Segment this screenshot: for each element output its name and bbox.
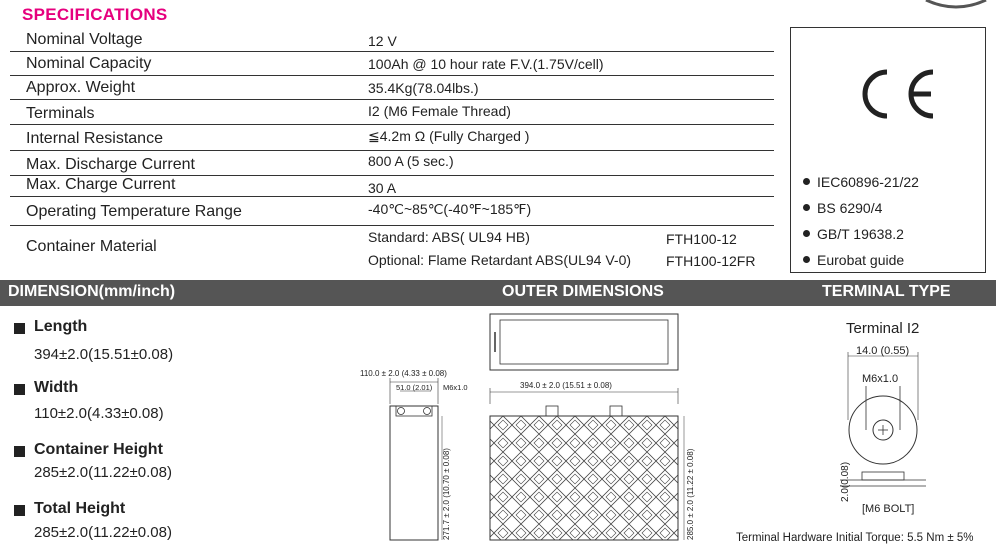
spec-label: Internal Resistance <box>26 130 163 147</box>
spec-row-terminals <box>10 100 774 125</box>
spec-value: 800 A (5 sec.) <box>368 153 454 169</box>
certification-box <box>790 27 986 273</box>
bullet-icon <box>803 256 810 263</box>
square-bullet-icon <box>14 446 25 457</box>
spec-value: 100Ah @ 10 hour rate F.V.(1.75V/cell) <box>368 56 604 72</box>
cert-item <box>803 174 919 190</box>
spec-value: ≦4.2m Ω (Fully Charged ) <box>368 128 530 144</box>
logo-corner-graphic <box>916 0 996 12</box>
side-height-label: 271.7 ± 2.0 (10.70 ± 0.08) <box>442 448 451 540</box>
bullet-icon <box>803 230 810 237</box>
cert-item-label: GB/T 19638.2 <box>817 226 904 242</box>
bullet-icon <box>803 178 810 185</box>
outer-dimensions-title: OUTER DIMENSIONS <box>502 283 664 300</box>
terminal-thread-label: M6x1.0 <box>862 373 899 385</box>
cert-item-label: BS 6290/4 <box>817 200 883 216</box>
spec-label: Terminals <box>26 105 95 122</box>
width-dimension-label: 110.0 ± 2.0 (4.33 ± 0.08) <box>360 369 447 378</box>
spec-label: Approx. Weight <box>26 79 136 96</box>
spec-value: -40℃~85℃(-40℉~185℉) <box>368 201 532 217</box>
spec-label: Nominal Voltage <box>26 31 143 48</box>
thread-label: M6x1.0 <box>443 383 468 392</box>
front-view <box>490 388 695 540</box>
terminal-type-title: TERMINAL TYPE <box>822 283 951 300</box>
spec-value: 12 V <box>368 33 397 49</box>
spec-row-internal-resistance <box>10 125 774 151</box>
dimension-value-width: 110±2.0(4.33±0.08) <box>34 405 164 422</box>
spec-row-nominal-voltage <box>10 28 774 52</box>
cert-item <box>803 252 904 268</box>
spec-label: Max. Discharge Current <box>26 156 195 173</box>
spec-row-max-discharge <box>10 151 774 176</box>
cert-item-label: Eurobat guide <box>817 252 905 268</box>
bullet-icon <box>803 204 810 211</box>
terminal-name: Terminal I2 <box>846 320 920 337</box>
specifications-title: SPECIFICATIONS <box>22 5 168 24</box>
terminal-height-label: 2.0(0.08) <box>840 461 851 502</box>
spec-row-container-material <box>10 226 774 273</box>
spec-row-weight <box>10 76 774 100</box>
dimension-label-length: Length <box>34 318 88 335</box>
dimension-value-container-height: 285±2.0(11.22±0.08) <box>34 464 172 481</box>
section-header-band <box>0 280 996 306</box>
ce-mark-icon <box>849 64 939 124</box>
spec-row-max-charge <box>10 176 774 197</box>
spec-value: 30 A <box>368 180 397 196</box>
spec-row-nominal-capacity <box>10 52 774 76</box>
side-view <box>390 378 451 540</box>
spec-model-optional: FTH100-12FR <box>666 253 756 269</box>
outer-dimensions-drawing <box>350 308 720 548</box>
spec-value-standard: Standard: ABS( UL94 HB) <box>368 229 530 245</box>
cert-item <box>803 200 882 216</box>
length-dimension-label: 394.0 ± 2.0 (15.51 ± 0.08) <box>520 381 612 390</box>
spec-row-operating-temperature <box>10 197 774 226</box>
top-view <box>490 314 678 370</box>
dimension-label-width: Width <box>34 379 79 396</box>
spec-value: I2 (M6 Female Thread) <box>368 103 511 119</box>
terminal-drawing <box>800 340 950 530</box>
cert-item <box>803 226 904 242</box>
spec-value-optional: Optional: Flame Retardant ABS(UL94 V-0) <box>368 252 632 268</box>
dimension-label-total-height: Total Height <box>34 500 126 517</box>
dimension-label-container-height: Container Height <box>34 441 163 458</box>
front-height-label: 285.0 ± 2.0 (11.22 ± 0.08) <box>686 448 695 540</box>
dimension-value-length: 394±2.0(15.51±0.08) <box>34 346 174 363</box>
square-bullet-icon <box>14 384 25 395</box>
square-bullet-icon <box>14 505 25 516</box>
spec-value: 35.4Kg(78.04lbs.) <box>368 80 479 96</box>
square-bullet-icon <box>14 323 25 334</box>
terminal-spacing-label: 51.0 (2.01) <box>396 383 433 392</box>
spec-model-standard: FTH100-12 <box>666 231 737 247</box>
spec-label: Max. Charge Current <box>26 176 176 193</box>
dimension-title: DIMENSION(mm/inch) <box>8 283 176 300</box>
dimension-value-total-height: 285±2.0(11.22±0.08) <box>34 524 172 541</box>
cert-item-label: IEC60896-21/22 <box>817 174 919 190</box>
torque-note: Terminal Hardware Initial Torque: 5.5 Nm ± 5% <box>736 532 974 544</box>
spec-label: Operating Temperature Range <box>26 203 242 220</box>
terminal-diameter-label: 14.0 (0.55) <box>856 345 910 357</box>
spec-label: Container Material <box>26 238 157 255</box>
spec-label: Nominal Capacity <box>26 55 152 72</box>
terminal-bolt-label: [M6 BOLT] <box>862 503 915 515</box>
